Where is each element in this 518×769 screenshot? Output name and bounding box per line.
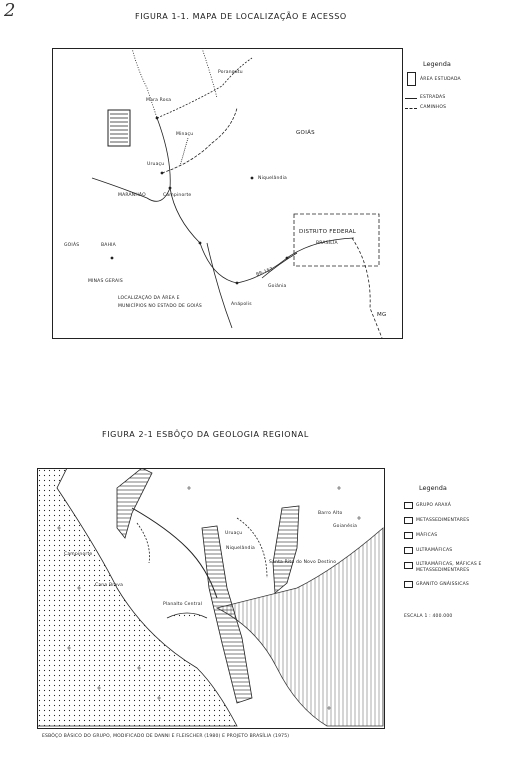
fig2-legend-item: ULTRAMÁFICAS [416,548,453,553]
label-minacu: Minaçu [176,132,194,137]
geo-label-planalto: Planalto Central [163,602,203,607]
label-anapolis: Anápolis [231,302,252,307]
inset-note: LOCALIZAÇÃO DA ÁREA E MUNICÍPIOS NO ESTADO DE GOIÁS [118,296,202,309]
geo-label-campinorte: Campinorte [64,552,93,557]
label-goiania: Goiânia [268,284,287,289]
label-mara-rosa: Mara Rosa [146,98,172,103]
araxa-domain [37,468,237,726]
figure2-caption: FIGURA 2-1 ESBÔÇO DA GEOLOGIA REGIONAL [102,430,309,439]
study-area [108,110,130,146]
geo-label-niquelandia: Niquelândia [226,546,256,551]
label-brasilia: BRASÍLIA [316,241,338,246]
label-niquelandia: Niquelândia [258,176,288,181]
cana-brava [117,468,152,538]
fig2-legend-item: GRUPO ARAXÁ [416,503,452,508]
geo-label-santa-rita: Santa Rita do Novo Destino [269,560,337,565]
fig2-source-note: ESBÔÇO BÁSICO DO GRUPO, MODIFICADO DE DANNI E FLEISCHER (1980) E PROJETO BRASÍLIA (1975) [42,734,290,739]
road-north [157,58,252,118]
fig2-legend-item: GRANITO GNÁISSICAS [416,582,469,587]
road-south [207,243,232,328]
geology-map [37,468,384,728]
fig2-legend-item: MÁFICAS [416,533,438,538]
fig1-legend-swatch-path [405,108,417,109]
label-goias: GOIÁS [296,130,315,136]
barro-alto-complex [273,506,299,593]
fig2-swatch-metased [404,517,413,524]
fig2-swatch-ultramaficas [404,547,413,554]
fig1-legend-item: CAMINHOS [420,105,447,110]
page-mark: 2 [4,0,16,21]
location-map [52,48,402,338]
fig2-swatch-araxa [404,502,413,509]
label-maranhao: MARANHÃO [118,193,146,198]
fig1-legend-item: ESTRADAS [420,95,446,100]
label-br153: BR-153 [255,267,274,278]
river-a [132,48,157,118]
geo-label-uruacu: Uruaçu [225,531,243,536]
label-goias-small: GOIÁS [64,243,80,248]
road-brasilia [262,253,297,278]
label-campinorte: Campinorte [163,193,192,198]
geo-label-cana-brava: Cana Brava [95,583,124,588]
fig2-legend-title: Legenda [419,484,447,492]
river-b [202,48,217,98]
fig2-legend-item: ULTRAMÁFICAS, MÁFICAS E METASSEDIMENTARES [416,562,482,573]
fig2-swatch-maficas [404,532,413,539]
geo-label-barro-alto: Barro Alto [318,511,343,516]
label-uruacu: Uruaçu [147,162,165,167]
label-porangatu: Porangatu [218,70,243,75]
fig1-legend-swatch-road [405,98,417,99]
geo-label-goianesia: Goianésia [333,524,358,529]
label-mg: MG [377,312,387,318]
fig1-legend-item: ÁREA ESTUDADA [420,77,461,82]
fig2-swatch-mixed [404,562,413,569]
label-distrito-federal: DISTRITO FEDERAL [299,229,357,235]
fig2-scale: ESCALA 1 : 400.000 [404,614,453,619]
figure1-caption: FIGURA 1-1. MAPA DE LOCALIZAÇÃO E ACESSO [135,12,347,21]
fig2-swatch-granito [404,581,413,588]
label-bahia: BAHIA [101,243,116,248]
fig2-legend-item: METASSEDIMENTARES [416,518,470,523]
road-ne [162,108,237,173]
fig1-legend-swatch-area [407,72,416,86]
fig1-legend-title: Legenda [423,60,451,68]
metased-belt [132,508,217,598]
label-inset: MINAS GERAIS [88,279,123,284]
